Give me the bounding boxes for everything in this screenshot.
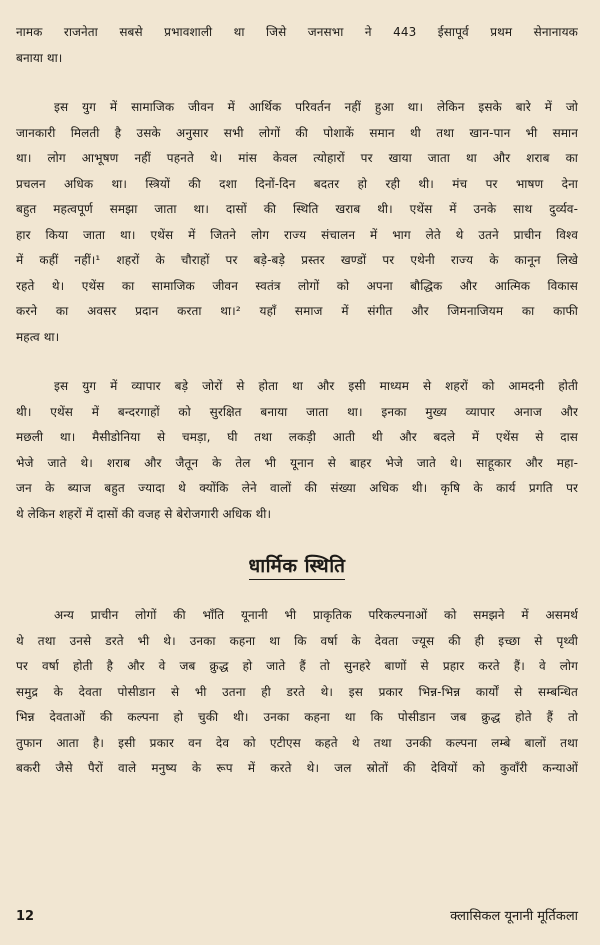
section-heading [16,551,578,581]
text-line: जन के ब्याज बहुत ज्यादा थे क्योंकि लेने वालों की संख्या अधिक थी। कृषि के कार्य प्रगति पर [16,481,578,495]
text-line: थे लेकिन शहरों में दासों की वजह से बेरोजगारी अधिक थी। [16,506,272,521]
text-line: इस युग में सामाजिक जीवन में आर्थिक परिवर्तन नहीं हुआ था। लेकिन इसके बारे में जो [54,100,578,114]
section-heading-text: धार्मिक स्थिति [249,555,346,580]
running-title: क्लासिकल यूनानी मूर्तिकला [450,909,578,924]
text-line: पर वर्षा होती है और वे जब क्रुद्ध हो जाते हैं तो सुनहरे बाणों से प्रहार करते हैं। वे लोग [16,659,578,673]
text-line: भिन्न देवताओं की कल्पना हो चुकी थी। उनका कहना था कि पोसीडान जब क्रुद्ध होते हैं तो [16,710,578,724]
paragraph-intro [16,20,578,71]
text-line: भेजे जाते थे। शराब और जैतून के तेल भी यूनान से बाहर भेजे जाते थे। साहूकार और महा- [16,455,578,470]
text-line: थे तथा उनसे डरते भी थे। उनका कहना था कि वर्षा के देवता ज्यूस की ही इच्छा से पृथ्वी [16,633,578,648]
text-line: हार किया जाता था। एथेंस में जितने लोग राज्य संचालन में भाग लेते थे उतने प्राचीन विश्व [16,227,578,242]
text-line: मछली था। मैसीडोनिया से चमड़ा, घी तथा लकड़ी आती थी और बदले में एथेंस से दास [16,430,578,444]
text-line: इस युग में व्यापार बड़े जोरों से होता था और इसी माध्यम से शहरों को आमदनी होती [54,379,578,393]
text-line: अन्य प्राचीन लोगों की भाँति यूनानी भी प्राकृतिक परिकल्पनाओं को समझने में असमर्थ [54,608,578,622]
text-line: प्रचलन अधिक था। स्त्रियों की दशा दिनों-दिन बदतर हो रही थी। मंच पर भाषण देना [16,176,578,191]
paragraph-trade [16,374,578,527]
paragraph-social-life [16,95,578,350]
text-line: था। लोग आभूषण नहीं पहनते थे। मांस केवल त्योहारों पर खाया जाता था और शराब का [16,151,578,165]
text-line: करने का अवसर प्रदान करता था।² यहाँ समाज में संगीत और जिमनाजियम का काफी [16,304,578,318]
text-line: में कहीं नहीं।¹ शहरों के चौराहों पर बड़े-बड़े प्रस्तर खण्डों पर एथेनी राज्य के कानून लिखे [16,253,578,267]
paragraph-religion [16,603,578,782]
text-line: थी। एथेंस में बन्दरगाहों को सुरक्षित बनाया जाता था। इनका मुख्य व्यापार अनाज और [16,404,578,419]
text-line: रहते थे। एथेंस का सामाजिक जीवन स्वतंत्र लोगों को अपना बौद्धिक और आत्मिक विकास [16,278,578,293]
text-line: बहुत महत्वपूर्ण समझा जाता था। दासों की स्थिति खराब थी। एथेंस में उनके साथ दुर्व्यव- [16,202,578,216]
page-number: 12 [16,909,35,924]
text-line: जानकारी मिलती है उसके अनुसार सभी लोगों की पोशाकें समान थी तथा खान-पान भी समान [16,125,578,140]
text-line: नामक राजनेता सबसे प्रभावशाली था जिसे जनसभा ने 443 ईसापूर्व प्रथम सेनानायक [16,25,578,39]
text-line: बनाया था। [16,50,63,65]
text-line: समुद्र के देवता पोसीडान से भी उतना ही डरते थे। इस प्रकार भिन्न-भिन्न कार्यों से सम्बन्धित [16,684,578,699]
text-line: महत्व था। [16,329,60,344]
text-line: तुफान आता है। इसी प्रकार वन देव को एटीएस कहते थे तथा उनकी कल्पना लम्बे बालों तथा [16,735,578,750]
page-footer [16,905,578,929]
text-line: बकरी जैसे पैरों वाले मनुष्य के रूप में करते थे। जल स्रोतों की देवियों को कुवाँरी कन्याओं [16,761,578,775]
